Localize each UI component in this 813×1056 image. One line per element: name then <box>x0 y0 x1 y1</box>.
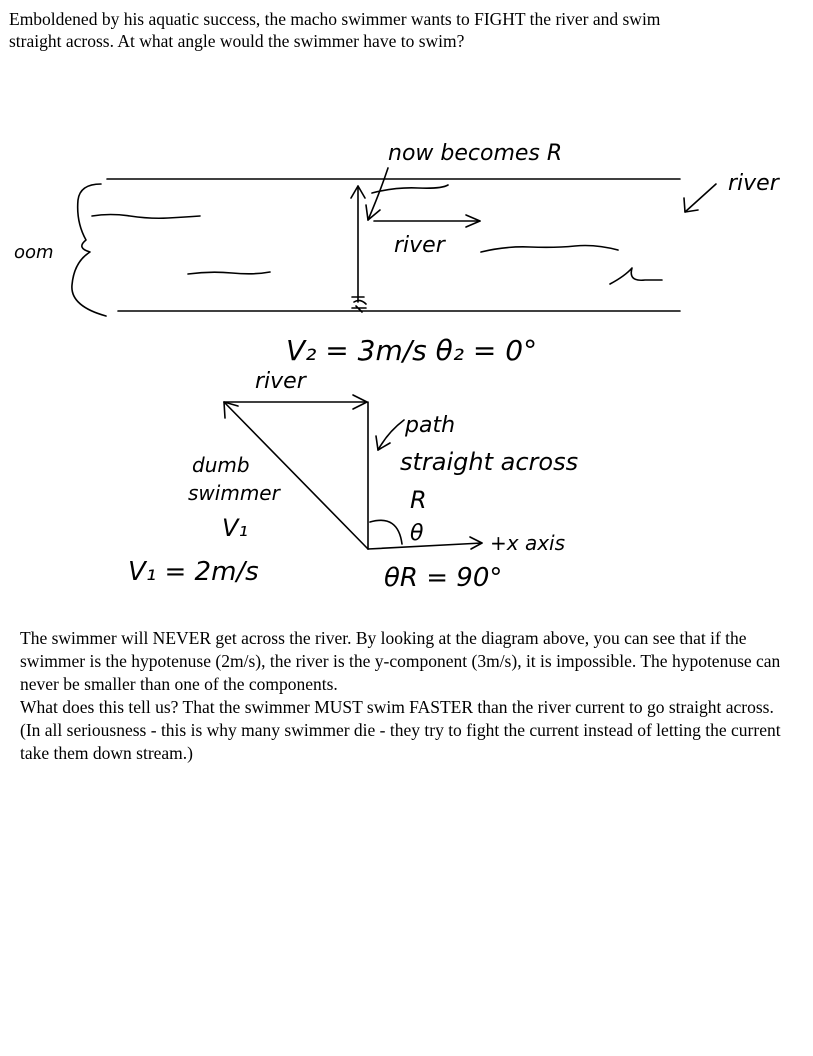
river-label-right: river <box>728 171 779 196</box>
water-wave <box>92 215 200 219</box>
swimmer-label: swimmer <box>188 481 280 505</box>
x-axis-label: +x axis <box>490 531 566 555</box>
theta-label: θ <box>410 521 424 546</box>
r-label: R <box>410 486 427 514</box>
water-wave <box>481 246 618 253</box>
now-becomes-r-label: now becomes R <box>388 141 563 166</box>
v1-label: V₁ <box>222 514 249 542</box>
theta-r-equation: θR = 90° <box>384 563 503 593</box>
angle-arc <box>370 520 402 544</box>
question-line-1: Emboldened by his aquatic success, the macho swimmer wants to FIGHT the river and swim <box>9 9 661 29</box>
dumb-label: dumb <box>192 453 250 477</box>
path-label: path <box>405 413 456 438</box>
swimmer-figure <box>352 297 366 312</box>
water-wave <box>372 185 448 193</box>
explanation-text <box>20 627 790 765</box>
water-wave <box>610 268 662 284</box>
path-pointer <box>378 420 404 450</box>
river-label-inside: river <box>394 233 445 258</box>
arrow-head <box>684 198 698 212</box>
x-axis-line <box>368 543 482 549</box>
explanation-paragraph-2: What does this tell us? That the swimmer MUST swim FASTER than the river current to go straight across. (In all seriousness - this is why many swimmer die - they try to fight the current instead of letting the current take them down stream.) <box>20 697 781 763</box>
width-label: oom <box>14 242 54 263</box>
v1-equation: V₁ = 2m/s <box>128 557 259 587</box>
straight-across-label: straight across <box>400 448 579 476</box>
width-brace <box>72 184 106 316</box>
river-pointer-arrow <box>685 184 716 212</box>
question-line-2: straight across. At what angle would the swimmer have to swim? <box>9 31 465 51</box>
v2-equation: V₂ = 3m/s θ₂ = 0° <box>286 334 538 367</box>
explanation-paragraph-1: The swimmer will NEVER get across the river. By looking at the diagram above, you can see that if the swimmer is the hypotenuse (2m/s), the river is the y-component (3m/s), it is impossible. The hypotenuse can never be smaller than one of the components. <box>20 628 781 694</box>
water-wave <box>188 272 270 274</box>
river-vector-label: river <box>255 369 306 394</box>
